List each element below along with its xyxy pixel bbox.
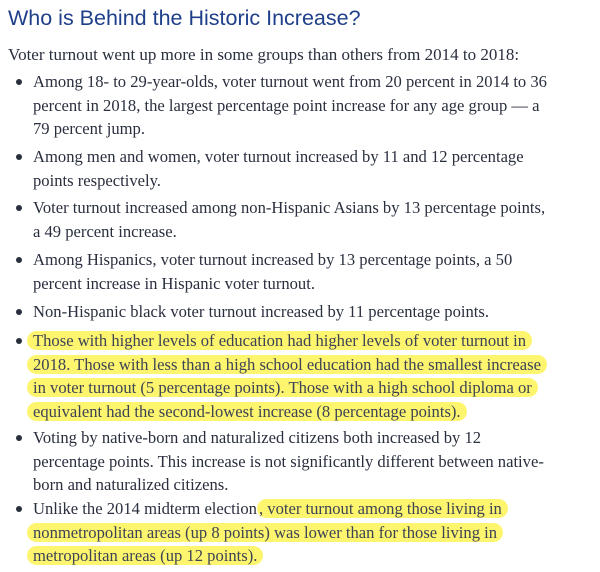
bullet-dot-icon xyxy=(16,506,22,512)
text-line: Among Hispanics, voter turnout increased by 13 percentage points, a 50 xyxy=(33,250,513,269)
text-line: Voter turnout increased among non-Hispanic Asians by 13 percentage points, xyxy=(33,198,546,217)
text-line: Non-Hispanic black voter turnout increased by 11 percentage points. xyxy=(33,302,490,321)
plain-text: Unlike the 2014 midterm election xyxy=(33,499,257,518)
text-line: a 49 percent increase. xyxy=(33,221,177,241)
highlight-mark: in voter turnout (5 percentage points). Those with a high school diploma or xyxy=(27,378,538,397)
bullet-dot-icon xyxy=(16,154,22,160)
section-heading: Who is Behind the Historic Increase? xyxy=(8,6,361,30)
highlight-mark: equivalent had the second-lowest increase (8 percentage points). xyxy=(27,402,467,421)
text-line: Among 18- to 29-year-olds, voter turnout went from 20 percent in 2014 to 36 xyxy=(33,72,547,91)
highlight-mark: nonmetropolitan areas (up 8 points) was lower than for those living in xyxy=(27,523,503,542)
list-item-text xyxy=(33,300,489,324)
highlighted-line xyxy=(33,329,547,353)
list-item-text xyxy=(33,426,544,497)
bullet-dot-icon xyxy=(16,338,22,344)
highlight-mark: 2018. Those with less than a high school education had the smallest increase xyxy=(27,355,547,374)
highlight-mark: Those with higher levels of education had higher levels of voter turnout in xyxy=(27,331,532,350)
highlighted-line xyxy=(33,353,547,377)
bullet-dot-icon xyxy=(16,309,22,315)
highlight-mark: , voter turnout among those living in xyxy=(257,499,508,518)
text-line: percentage points. This increase is not significantly different between native- xyxy=(33,451,544,471)
list-item-text xyxy=(33,70,547,141)
text-line: 79 percent jump. xyxy=(33,119,145,138)
bullet-dot-icon xyxy=(16,435,22,441)
bullet-dot-icon xyxy=(16,79,22,85)
text-line: Voting by native-born and naturalized citizens both increased by 12 xyxy=(33,428,482,447)
list-item-text xyxy=(33,248,512,295)
text-line xyxy=(33,497,508,521)
highlight-mark: metropolitan areas (up 12 points). xyxy=(27,546,263,565)
list-item-text xyxy=(33,196,545,243)
list-item-text xyxy=(33,329,547,423)
text-line: percent in 2018, the largest percentage point increase for any age group — a xyxy=(33,95,540,115)
intro-paragraph: Voter turnout went up more in some groups than others from 2014 to 2018: xyxy=(8,45,520,64)
text-line: points respectively. xyxy=(33,170,161,190)
text-line: Among men and women, voter turnout increased by 11 and 12 percentage xyxy=(33,147,524,166)
highlighted-line xyxy=(33,544,508,568)
highlighted-line xyxy=(33,400,547,424)
text-line: born and naturalized citizens. xyxy=(33,475,229,494)
highlighted-line xyxy=(33,376,547,400)
bullet-dot-icon xyxy=(16,257,22,263)
bullet-dot-icon xyxy=(16,205,22,211)
list-item-text xyxy=(33,145,524,192)
list-item-text xyxy=(33,497,508,568)
highlighted-line xyxy=(33,521,508,545)
text-line: percent increase in Hispanic voter turnout. xyxy=(33,273,315,293)
